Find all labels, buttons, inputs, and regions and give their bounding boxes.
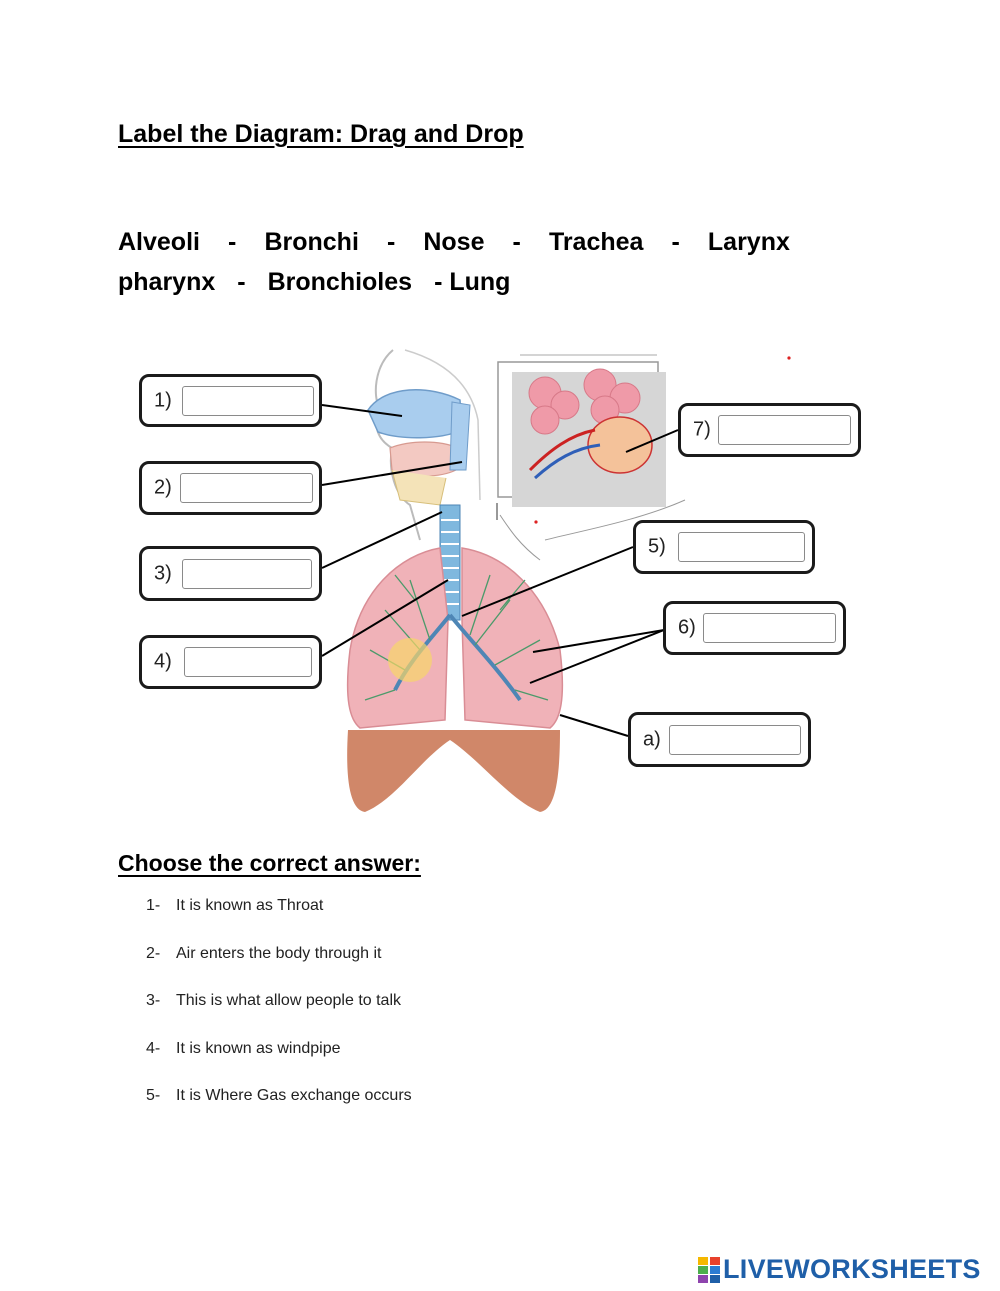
label-number: 2) xyxy=(154,476,172,499)
drop-target-a[interactable] xyxy=(669,725,801,755)
question-list xyxy=(146,897,412,1135)
word-separator: - xyxy=(386,228,396,256)
question-item xyxy=(146,897,412,945)
word-bank-line-1 xyxy=(118,222,790,262)
drop-target-1[interactable] xyxy=(182,386,314,416)
question-item xyxy=(146,1040,412,1088)
word-nose: Nose xyxy=(423,228,485,256)
word-separator: - xyxy=(228,228,237,256)
question-number: 4- xyxy=(146,1039,161,1057)
label-number: 3) xyxy=(154,562,172,584)
word-pharynx: pharynx xyxy=(118,268,216,296)
liveworksheets-logo-icon xyxy=(698,1257,720,1283)
question-text: This is what allow people to talk xyxy=(176,992,401,1009)
question-text: Air enters the body through it xyxy=(176,944,382,962)
label-box-3 xyxy=(139,546,322,601)
question-number: 1- xyxy=(146,897,161,914)
label-number: 1) xyxy=(154,389,172,411)
question-item xyxy=(146,1087,412,1135)
question-item xyxy=(146,992,412,1040)
drop-target-3[interactable] xyxy=(182,559,312,589)
label-box-1 xyxy=(139,374,322,427)
page-title: Label the Diagram: Drag and Drop xyxy=(118,120,524,148)
label-box-2 xyxy=(139,461,322,515)
word-lung: - Lung xyxy=(434,268,511,296)
label-number: a) xyxy=(643,728,661,750)
label-number: 6) xyxy=(678,616,696,639)
question-number: 5- xyxy=(146,1087,161,1104)
word-bank xyxy=(118,222,790,302)
drop-target-6[interactable] xyxy=(703,613,836,643)
question-text: It is known as Throat xyxy=(176,897,324,914)
drop-target-7[interactable] xyxy=(718,415,851,445)
word-separator: - xyxy=(237,268,246,296)
questions-heading: Choose the correct answer: xyxy=(118,850,421,876)
label-number: 7) xyxy=(693,418,711,441)
word-trachea: Trachea xyxy=(548,228,644,256)
word-bronchioles: Bronchioles xyxy=(267,268,413,296)
liveworksheets-logo xyxy=(698,1254,981,1285)
drop-target-2[interactable] xyxy=(180,473,313,503)
word-bronchi: Bronchi xyxy=(264,228,359,256)
word-larynx: Larynx xyxy=(707,228,790,256)
label-box-4 xyxy=(139,635,322,689)
brand-name: LIVEWORKSHEETS xyxy=(723,1254,981,1284)
label-box-5 xyxy=(633,520,815,574)
question-item xyxy=(146,945,412,993)
drop-target-5[interactable] xyxy=(678,532,805,562)
question-number: 3- xyxy=(146,992,161,1009)
drop-target-4[interactable] xyxy=(184,647,312,677)
word-separator: - xyxy=(671,228,680,256)
word-bank-line-2 xyxy=(118,262,790,302)
label-box-a xyxy=(628,712,811,767)
question-text: It is known as windpipe xyxy=(176,1039,341,1057)
question-text: It is Where Gas exchange occurs xyxy=(176,1087,412,1104)
label-number: 4) xyxy=(154,650,172,673)
label-box-6 xyxy=(663,601,846,655)
word-alveoli: Alveoli xyxy=(118,228,200,256)
question-number: 2- xyxy=(146,944,161,962)
label-box-7 xyxy=(678,403,861,457)
word-separator: - xyxy=(512,228,521,256)
label-number: 5) xyxy=(648,535,666,558)
